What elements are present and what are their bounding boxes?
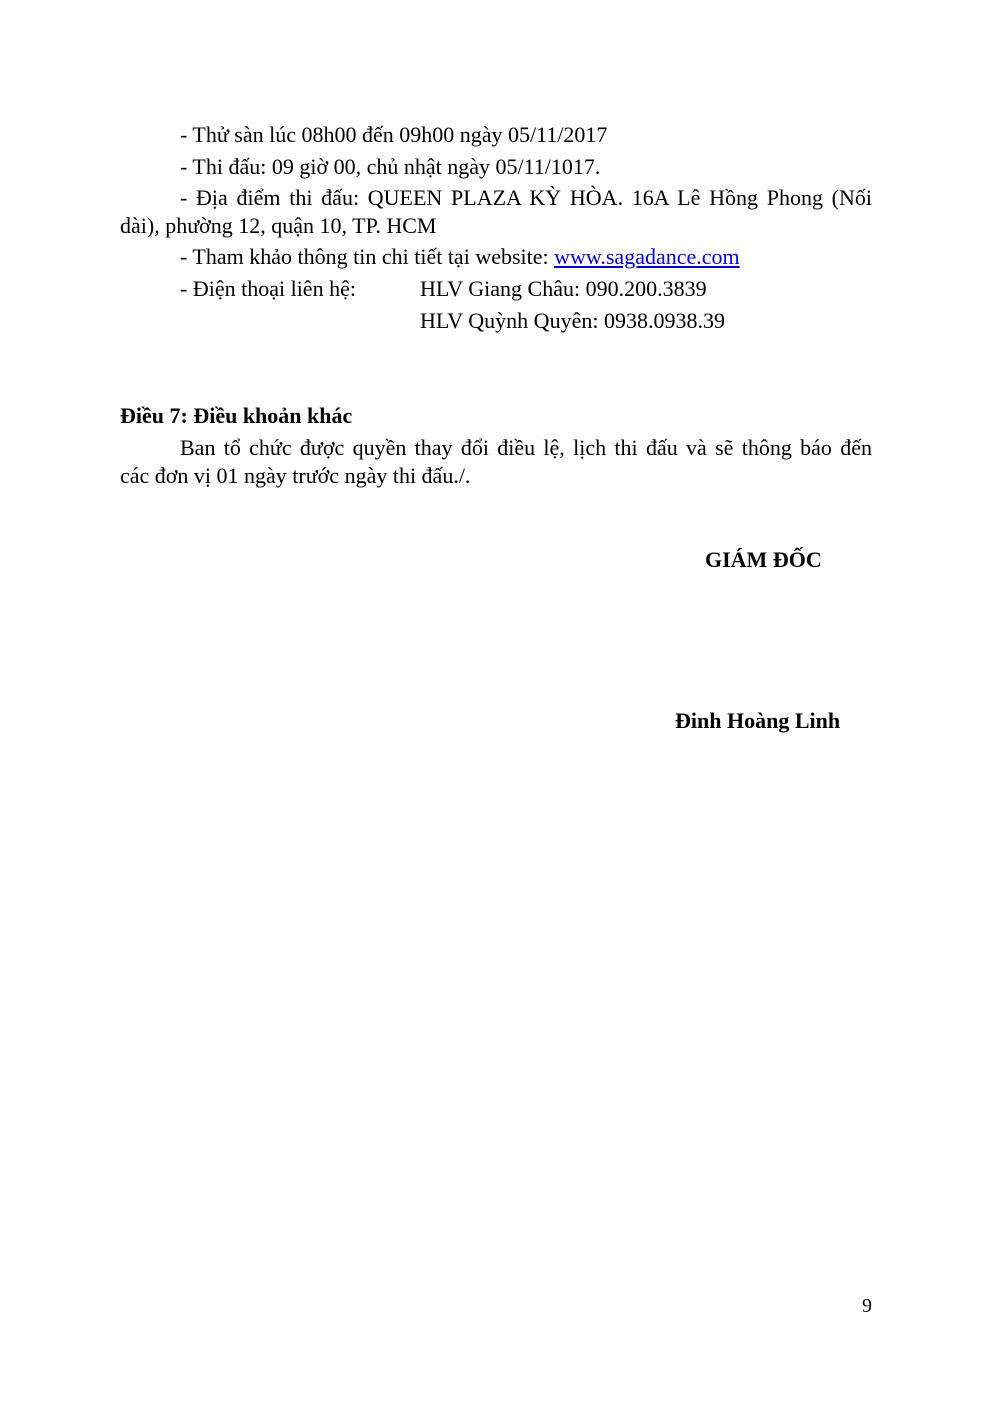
article-7-heading: Điều 7: Điều khoản khác <box>120 403 353 428</box>
website-prefix: - Tham khảo thông tin chi tiết tại website: <box>180 244 555 269</box>
signature-name: Đinh Hoàng Linh <box>675 708 841 733</box>
website-line <box>180 243 740 271</box>
practice-time-line: - Thử sàn lúc 08h00 đến 09h00 ngày 05/11/2017 <box>180 122 608 147</box>
signature-title: GIÁM ĐỐC <box>705 547 822 572</box>
page-number: 9 <box>862 1295 872 1317</box>
competition-time-line: - Thi đấu: 09 giờ 00, chủ nhật ngày 05/11/1017. <box>180 154 601 179</box>
contact-giang-chau: HLV Giang Châu: 090.200.3839 <box>420 276 707 301</box>
venue-line-1: - Địa điểm thi đấu: QUEEN PLAZA KỲ HÒA. 16A Lê Hồng Phong (Nối <box>180 185 872 210</box>
article-7-body-line-1: Ban tổ chức được quyền thay đổi điều lệ, lịch thi đấu và sẽ thông báo đến <box>180 435 872 460</box>
phone-label: - Điện thoại liên hệ: <box>180 276 356 301</box>
contact-quynh-quyen: HLV Quỳnh Quyên: 0938.0938.39 <box>420 308 725 333</box>
venue-line-2: dài), phường 12, quận 10, TP. HCM <box>120 213 437 238</box>
website-link[interactable]: www.sagadance.com <box>554 244 740 269</box>
article-7-body-line-2: các đơn vị 01 ngày trước ngày thi đấu./. <box>120 463 471 488</box>
